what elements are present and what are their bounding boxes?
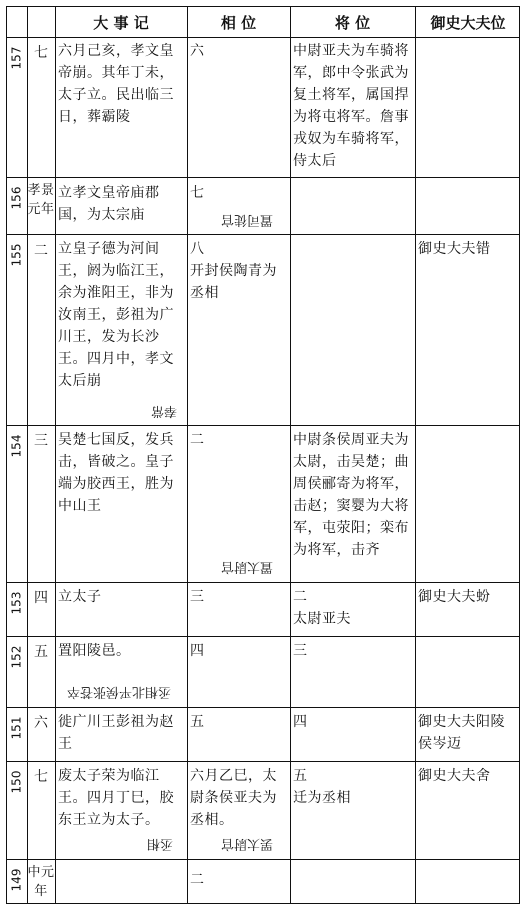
- general-cell: 二 太尉亚夫: [293, 589, 351, 627]
- row-year: 150: [9, 770, 23, 794]
- event-cell: 吴楚七国反，发兵击，皆破之。皇子端为胶西王，胜为中山王: [58, 432, 174, 514]
- chancellor-cell: 七: [190, 185, 205, 201]
- event-cell: 徙广川王彭祖为赵王: [58, 714, 174, 752]
- row-divider: [7, 37, 519, 38]
- row-year: 157: [9, 46, 23, 70]
- row-number: 五: [34, 644, 48, 660]
- event-cell: 立孝文皇帝庙郡国，为太宗庙: [58, 185, 160, 223]
- header-general: 将 位: [334, 13, 371, 32]
- event-cell: 废太子荣为临江王。四月丁巳，胶东王立为太子。: [58, 768, 174, 828]
- general-cell: 中尉亚夫为车骑将军，郎中令张武为复土将军，属国捍为将屯将军。詹事戎奴为车骑将军，侍太后: [293, 43, 409, 169]
- row-year: 149: [9, 868, 23, 892]
- inverted-note: 奉常: [151, 403, 178, 418]
- row-divider: [7, 761, 519, 762]
- col-divider: [187, 7, 188, 903]
- row-divider: [7, 177, 519, 178]
- chancellor-cell: 二: [190, 432, 205, 448]
- inverted-note: 丞相北平侯张苍卒: [67, 684, 172, 699]
- col-divider: [55, 7, 56, 903]
- row-divider: [7, 582, 519, 583]
- col-divider: [415, 7, 416, 903]
- inverted-note: 丞相: [147, 836, 174, 851]
- chancellor-cell: 五: [190, 714, 205, 730]
- header-chancellor: 相 位: [220, 13, 257, 32]
- row-number: 七: [34, 769, 48, 785]
- col-divider: [290, 7, 291, 903]
- row-divider: [7, 859, 519, 860]
- row-year: 155: [9, 243, 23, 267]
- inverted-note: 置司徒官: [221, 212, 274, 227]
- chancellor-cell: 三: [190, 589, 205, 605]
- event-cell: 立太子: [58, 589, 102, 605]
- event-cell: 置阳陵邑。: [58, 643, 131, 659]
- row-number: 二: [34, 243, 48, 259]
- censor-cell: 御史大夫舍: [418, 768, 491, 784]
- row-number: 四: [34, 590, 48, 606]
- row-divider: [7, 425, 519, 426]
- row-year: 154: [9, 434, 23, 458]
- row-year: 153: [9, 591, 23, 615]
- row-year: 151: [9, 716, 23, 740]
- row-number: 中元年: [27, 865, 55, 899]
- chancellor-cell: 六月乙巳，太尉条侯亚夫为丞相。: [190, 768, 277, 828]
- row-number: 孝景元年: [27, 183, 55, 217]
- history-table: [6, 6, 520, 904]
- row-divider: [7, 707, 519, 708]
- row-number: 三: [34, 433, 48, 449]
- event-cell: 六月己亥，孝文皇帝崩。其年丁未，太子立。民出临三日，葬霸陵: [58, 43, 174, 125]
- inverted-note: 置太尉官: [221, 559, 274, 574]
- general-cell: 三: [293, 643, 308, 659]
- chancellor-cell: 四: [190, 643, 205, 659]
- row-number: 六: [34, 715, 48, 731]
- inverted-note: 罢太尉官: [221, 836, 274, 851]
- censor-cell: 御史大夫阳陵侯岑迈: [418, 714, 505, 752]
- header-censor: 御史大夫位: [430, 13, 506, 32]
- header-events: 大 事 记: [93, 13, 149, 32]
- censor-cell: 御史大夫蚡: [418, 589, 491, 605]
- row-year: 156: [9, 186, 23, 210]
- event-cell: 立皇子德为河间王，阏为临江王，余为淮阳王，非为汝南王，彭祖为广川王，发为长沙王。四月中，孝文太后崩: [58, 241, 174, 389]
- row-divider: [7, 636, 519, 637]
- general-cell: 中尉条侯周亚夫为太尉，击吴楚；曲周侯郦寄为将军，击赵；窦婴为大将军，屯荥阳；栾布为将军，击齐: [293, 432, 409, 558]
- censor-cell: 御史大夫错: [418, 241, 491, 257]
- chancellor-cell: 六: [190, 43, 205, 59]
- row-number: 七: [34, 45, 48, 61]
- row-divider: [7, 234, 519, 235]
- chancellor-cell: 八 开封侯陶青为丞相: [190, 241, 277, 301]
- general-cell: 四: [293, 714, 308, 730]
- chancellor-cell: 二: [190, 872, 205, 888]
- row-year: 152: [9, 645, 23, 669]
- general-cell: 五 迁为丞相: [293, 768, 351, 806]
